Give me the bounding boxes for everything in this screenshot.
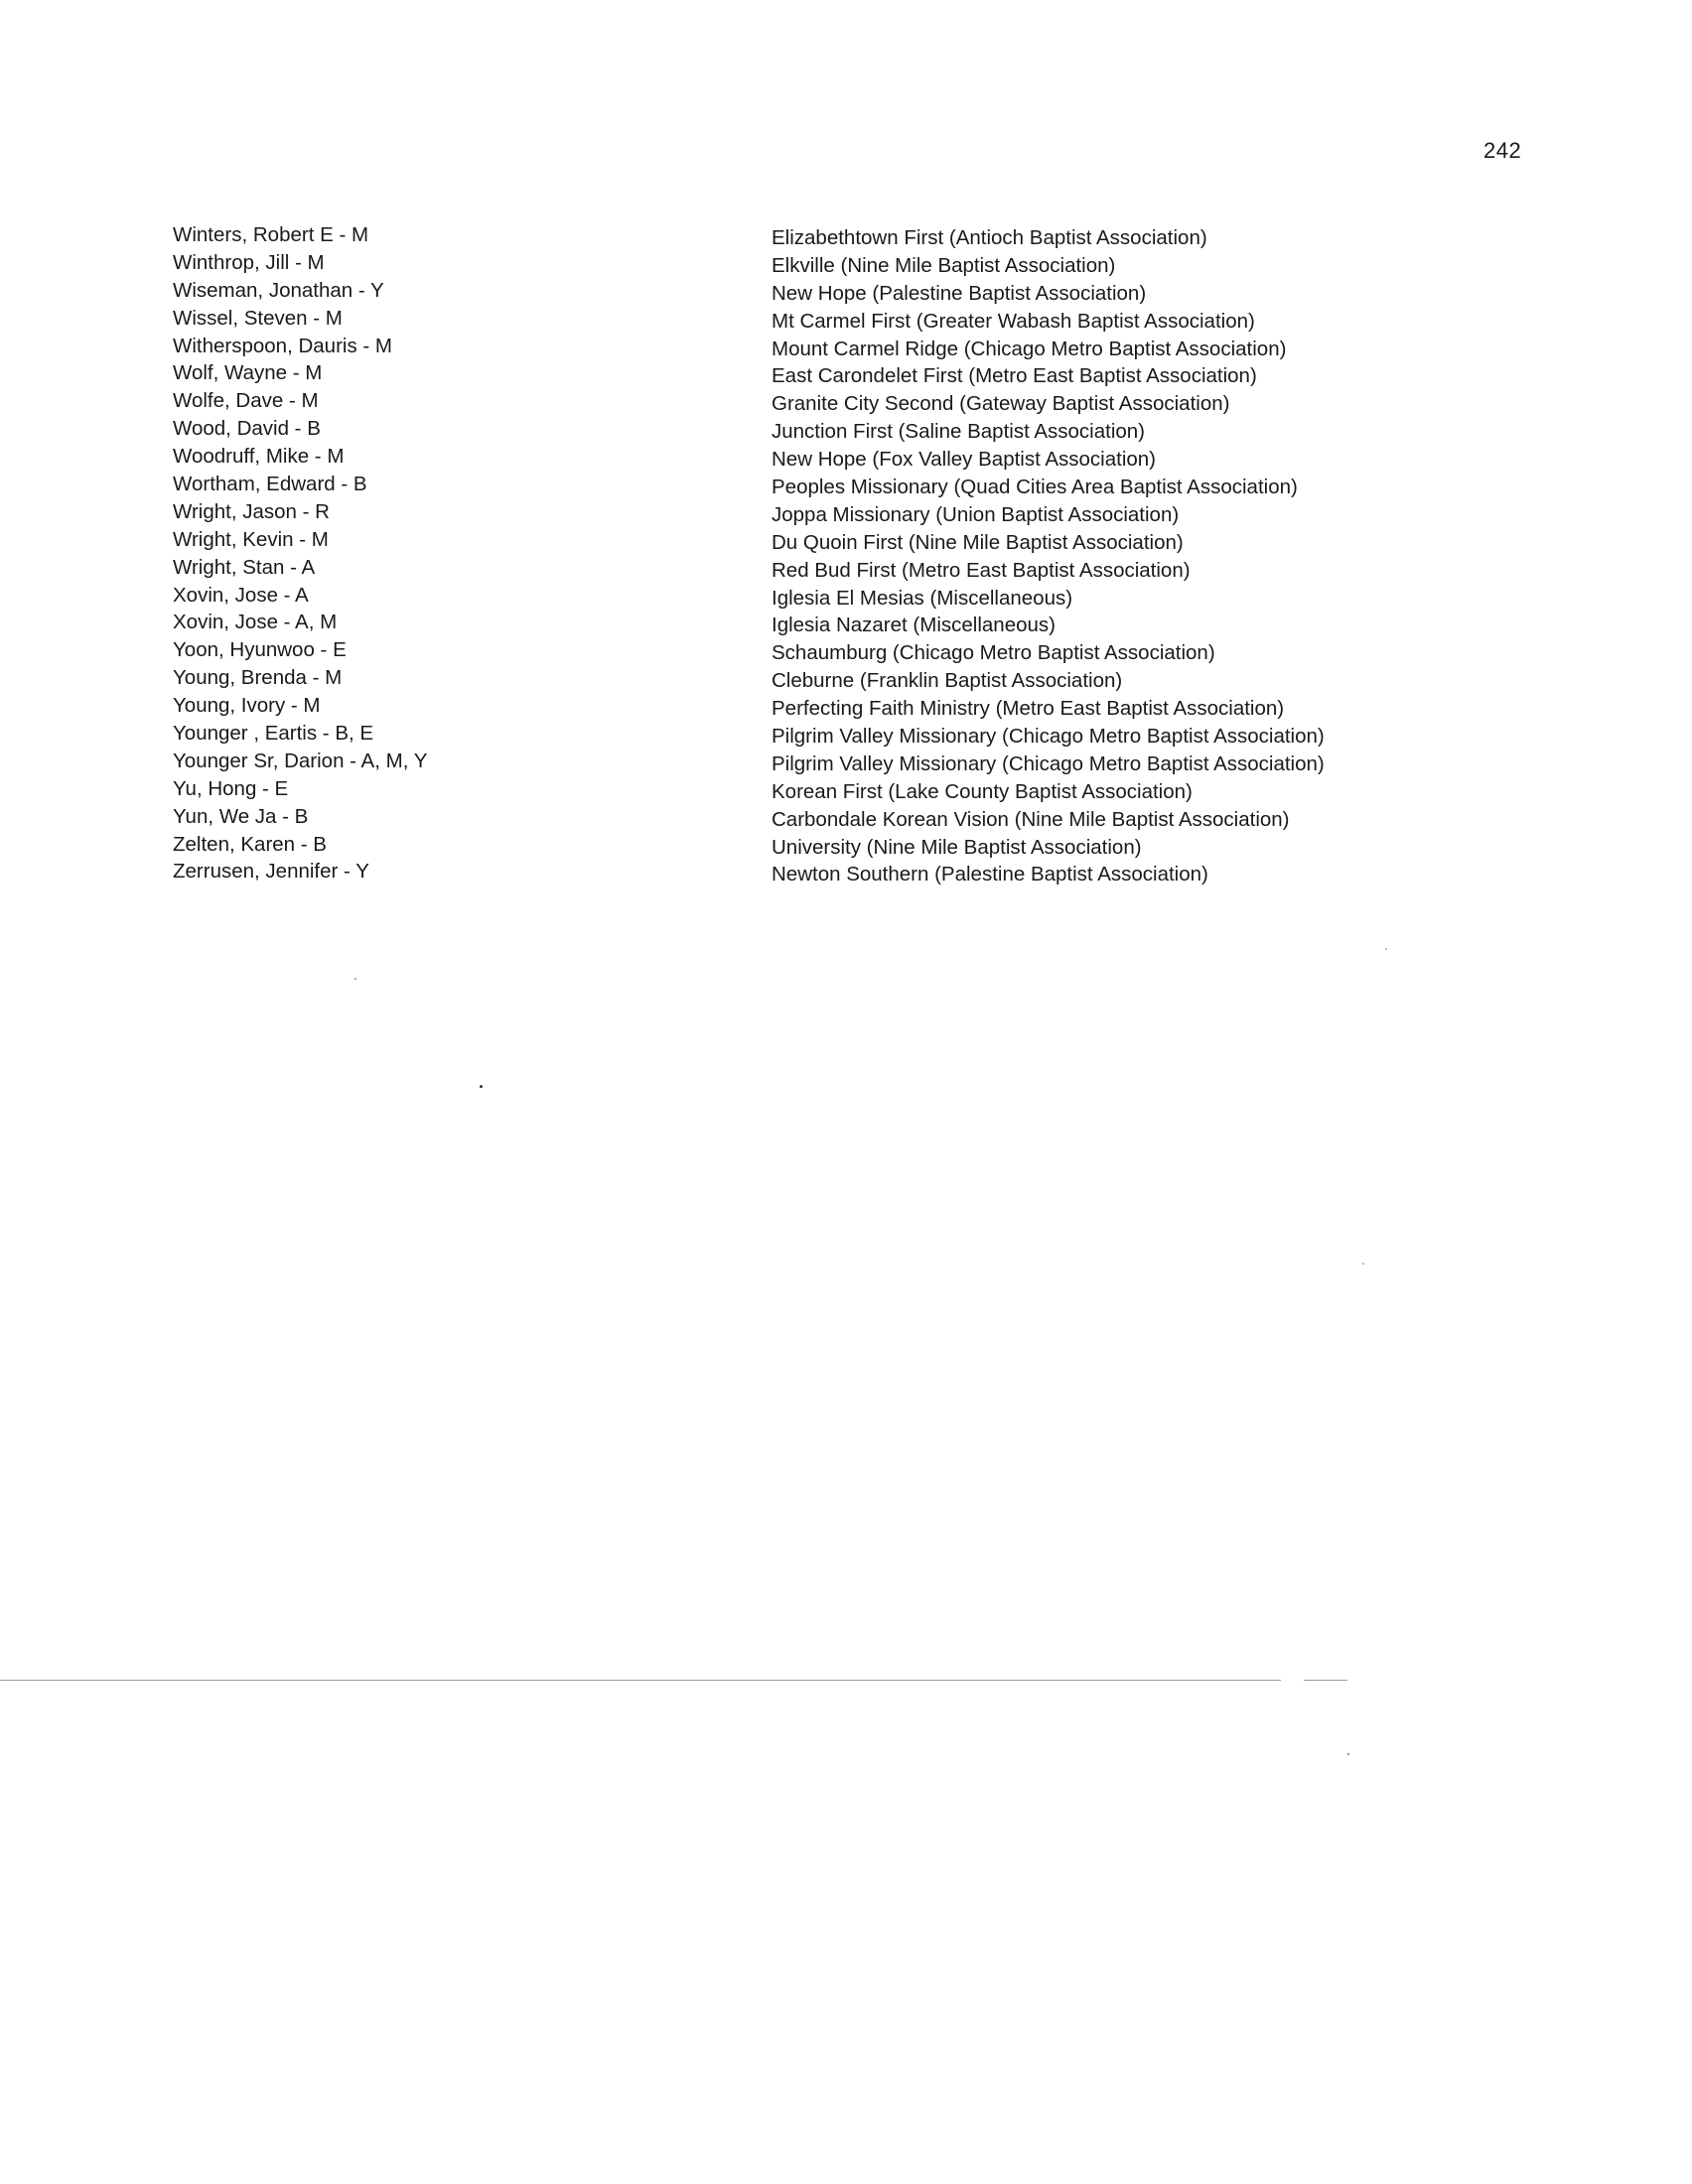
name-entry: Zerrusen, Jennifer - Y bbox=[173, 860, 369, 884]
scan-speck bbox=[1385, 948, 1387, 950]
church-entry: Junction First (Saline Baptist Association) bbox=[772, 420, 1145, 444]
name-entry: Young, Brenda - M bbox=[173, 666, 343, 690]
name-entry: Wood, David - B bbox=[173, 417, 321, 441]
name-entry: Xovin, Jose - A bbox=[173, 583, 309, 607]
church-entry: Peoples Missionary (Quad Cities Area Baptist Association) bbox=[772, 476, 1298, 499]
name-entry: Zelten, Karen - B bbox=[173, 832, 327, 856]
name-entry: Winters, Robert E - M bbox=[173, 223, 369, 246]
church-entry: Iglesia El Mesias (Miscellaneous) bbox=[772, 586, 1073, 610]
scan-line bbox=[1304, 1680, 1347, 1681]
church-entry: Joppa Missionary (Union Baptist Association) bbox=[772, 502, 1180, 526]
name-entry: Wright, Jason - R bbox=[173, 499, 330, 523]
name-entry: Wiseman, Jonathan - Y bbox=[173, 278, 384, 302]
name-entry: Winthrop, Jill - M bbox=[173, 250, 325, 274]
church-entry: Newton Southern (Palestine Baptist Association) bbox=[772, 863, 1208, 887]
church-entry: University (Nine Mile Baptist Association) bbox=[772, 835, 1142, 859]
church-entry: Du Quoin First (Nine Mile Baptist Association) bbox=[772, 530, 1184, 554]
name-entry: Wolfe, Dave - M bbox=[173, 389, 319, 413]
name-entry: Witherspoon, Dauris - M bbox=[173, 334, 393, 357]
church-entry: Mount Carmel Ridge (Chicago Metro Baptist Association) bbox=[772, 337, 1287, 360]
name-entry: Wright, Stan - A bbox=[173, 555, 316, 579]
scan-line bbox=[0, 1680, 1281, 1681]
name-entry: Wright, Kevin - M bbox=[173, 527, 329, 551]
name-entry: Yu, Hong - E bbox=[173, 776, 289, 800]
scan-speck bbox=[354, 978, 356, 980]
church-entry: New Hope (Fox Valley Baptist Association) bbox=[772, 448, 1157, 472]
church-entry: Mt Carmel First (Greater Wabash Baptist Association) bbox=[772, 309, 1255, 333]
page-number: 242 bbox=[1483, 138, 1522, 163]
church-entry: East Carondelet First (Metro East Baptist Association) bbox=[772, 364, 1257, 388]
church-entry: Iglesia Nazaret (Miscellaneous) bbox=[772, 614, 1056, 637]
name-entry: Yun, We Ja - B bbox=[173, 804, 309, 828]
name-entry: Wolf, Wayne - M bbox=[173, 361, 323, 385]
scan-speck bbox=[1347, 1753, 1349, 1755]
name-entry: Wissel, Steven - M bbox=[173, 306, 343, 330]
church-entry: Pilgrim Valley Missionary (Chicago Metro Baptist Association) bbox=[772, 751, 1325, 775]
church-entry: Red Bud First (Metro East Baptist Association) bbox=[772, 558, 1191, 582]
church-entry: Granite City Second (Gateway Baptist Association) bbox=[772, 392, 1230, 416]
churches-column bbox=[772, 224, 1665, 888]
church-entry: Korean First (Lake County Baptist Association) bbox=[772, 779, 1193, 803]
names-column bbox=[173, 221, 729, 886]
name-entry: Young, Ivory - M bbox=[173, 694, 321, 718]
church-entry: Perfecting Faith Ministry (Metro East Baptist Association) bbox=[772, 697, 1285, 721]
church-entry: Schaumburg (Chicago Metro Baptist Association) bbox=[772, 641, 1215, 665]
church-entry: Cleburne (Franklin Baptist Association) bbox=[772, 669, 1123, 693]
church-entry: Elizabethtown First (Antioch Baptist Association) bbox=[772, 226, 1207, 249]
name-entry: Younger Sr, Darion - A, M, Y bbox=[173, 749, 428, 772]
name-entry: Wortham, Edward - B bbox=[173, 473, 367, 496]
name-entry: Woodruff, Mike - M bbox=[173, 445, 345, 469]
scan-speck bbox=[1362, 1263, 1364, 1265]
name-entry: Yoon, Hyunwoo - E bbox=[173, 638, 347, 662]
church-entry: Elkville (Nine Mile Baptist Association) bbox=[772, 253, 1116, 277]
name-entry: Xovin, Jose - A, M bbox=[173, 611, 338, 634]
scan-speck bbox=[480, 1085, 483, 1088]
church-entry: Pilgrim Valley Missionary (Chicago Metro Baptist Association) bbox=[772, 725, 1325, 749]
church-entry: Carbondale Korean Vision (Nine Mile Baptist Association) bbox=[772, 807, 1290, 831]
church-entry: New Hope (Palestine Baptist Association) bbox=[772, 281, 1147, 305]
name-entry: Younger , Eartis - B, E bbox=[173, 722, 374, 746]
